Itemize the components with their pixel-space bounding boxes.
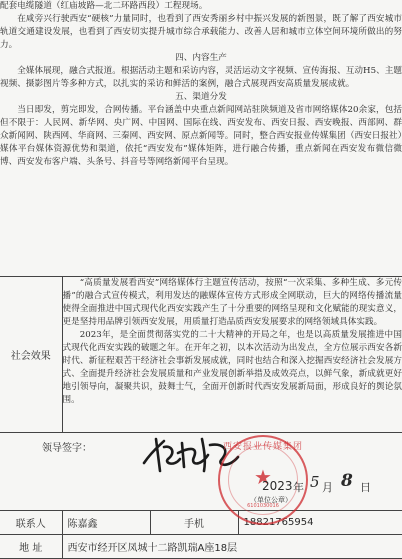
date-month-unit: 月	[322, 479, 333, 495]
date-month: 5	[310, 473, 320, 491]
section-heading: 四、内容生产	[0, 52, 402, 65]
date-year: 2023	[262, 479, 293, 493]
social-effect-paragraph: 2023年，是全面贯彻落实党的二十大精神的开局之年，也是以高质量发展推进中国式现代化西安实践的破题之年。在开年之初，以本次活动为出发点，全方位展示西安各新时代、新征程艰苦干经济社会事新发展成就，同时也结合和深入挖掘西安经济社会发展方式、全面提升经济社会发展质量和产业发展创新举措及成效亮点，以鲜气象，新成就更好地引领导向，凝聚共识，鼓舞士气，全面开创新时代西安发展新局面，形成良好的舆论氛围。	[63, 329, 402, 407]
contact-label: 联系人	[0, 510, 62, 534]
content-paragraph: 在咸旁兴行驶西安“硬核”力量同时，也看到了西安秀丽乡村中振兴发展的新图景，既了解了西安城市轨道交通建设发展，也看到了西安切实提升城市综合承载能力、改善人居和城市立体空间环境所做出的努力。	[0, 13, 402, 52]
social-effect-paragraph: “高质量发展看西安”网络媒体行主题宣传活动，按照“一次采集、多种生成、多元传播”的融合式宣传模式，利用发达的融媒体宣传方式形成全网联动，巨大的网络传播流量使得全面推进中国式现代化西安实践产生了十分重要的网络呈现和文化赋能的现实意义，更是坚持用品牌引领西安发展，用质量打造品质西安发展要求的网络领域具体实践。	[63, 277, 402, 329]
contact-name: 陈嘉鑫	[62, 510, 150, 534]
signature-cell	[0, 432, 402, 510]
seal-code: 6101030016	[220, 503, 306, 509]
date-day: 8	[341, 471, 353, 491]
social-effect-content	[62, 276, 402, 432]
section-heading: 五、渠道分发	[0, 91, 402, 104]
content-paragraph: 当日即发，剪完即发，合网传播。平台涵盖中央重点新闻网站驻陕频道及省市网络媒体20余家，包括但不限于：人民网、新华网、央广网、中国网、国际在线、西安发布、西安日报、西安晚报、西部网、群众新闻网、陕西网、华商网、三秦网、西安网、原点新闻等。同时，整合西安报业传媒集团（西安日报社）媒体平台媒体资源优势和渠道，依托“西安发布”媒体矩阵，进行融合传播，重点新闻在西安发布微信微博、西安发布客户端、头条号、抖音号等网络新闻平台呈现。	[0, 104, 402, 169]
date-day-unit: 日	[360, 479, 371, 495]
leader-signature-label: 领导签字：	[42, 439, 92, 454]
seal-star-icon: ★	[220, 467, 306, 487]
content-paragraph: 配套电缆隧道（红庙坡路—北二环路西段）工程现场。	[0, 0, 402, 13]
seal-text: 西安报业传媒集团	[220, 439, 306, 452]
date-year-unit: 年	[293, 479, 304, 495]
activity-content-cell	[0, 0, 402, 276]
address-label: 地 址	[0, 534, 62, 558]
content-paragraph: 全媒体展现，融合式报道。根据活动主题和采访内容，灵活运动文字视频、宣传海报、互动H5、主题视频、摄影图片等多种方式，以扎实的采访和鲜活的案例，融合式展现西安高质量发展成就。	[0, 65, 402, 91]
phone-number: 18821765954	[238, 510, 402, 534]
address-value: 西安市经开区凤城十二路凯瑞A座18层	[62, 534, 402, 558]
social-effect-label: 社会效果	[0, 276, 62, 432]
phone-label: 手机	[150, 510, 238, 534]
unit-seal-caption: （单位公章）	[250, 495, 292, 505]
